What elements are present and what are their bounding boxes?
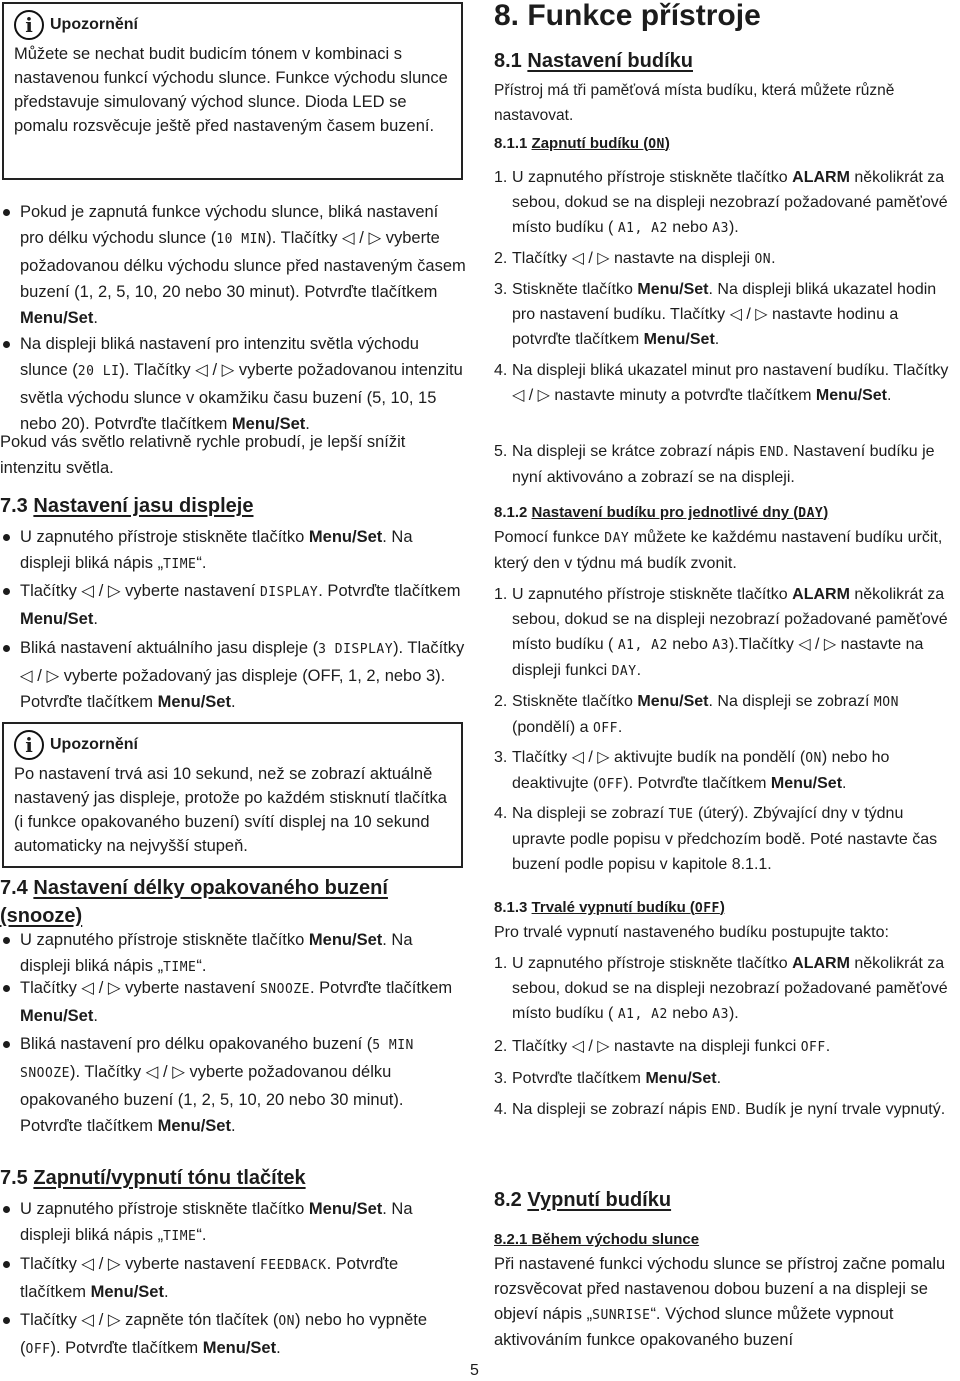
heading-8-1-2: 8.1.2 Nastavení budíku pro jednotlivé dny (DAY) [494, 504, 829, 521]
heading-8: 8. Funkce přístroje [494, 0, 761, 32]
note-title: Upozornění [50, 16, 138, 33]
bullet-7-4-1: U zapnutého přístroje stiskněte tlačítko Menu/Set. Na displeji bliká nápis „TIME“. [0, 927, 466, 981]
info-icon: i [14, 10, 44, 40]
bullet-7-5-1: U zapnutého přístroje stiskněte tlačítko Menu/Set. Na displeji bliká nápis „TIME“. [0, 1196, 466, 1250]
intro-8-1-3: Pro trvalé vypnutí nastaveného budíku postupujte takto: [494, 924, 889, 941]
info-icon: i [14, 730, 44, 760]
bullet-sunrise-intensity: Na displeji bliká nastavení pro intenzitu světla východu slunce (20 LI). Tlačítky ◁ / ▷ vyberte požadovanou intenzitu světla východu slunce v okamžiku času buzení (5, 10, 15 nebo 20). Potvrďte tlačítkem Menu/Set. [0, 331, 466, 437]
bullet-7-3-2: Tlačítky ◁ / ▷ vyberte nastavení DISPLAY. Potvrďte tlačítkem Menu/Set. [0, 578, 466, 632]
note-text: Po nastavení trvá asi 10 sekund, než se zobrazí aktuálně nastavený jas displeje, protože po každém stisknutí tlačítka (i funkce opakovaného buzení) svítí displej na 10 sekund automaticky na nejvyšší stupeň. [14, 765, 447, 855]
note-header [14, 728, 453, 762]
display-text: 20 LI [77, 364, 120, 379]
step-8-1-3-1: 1. U zapnutého přístroje stiskněte tlačítko ALARM několikrát za sebou, dokud se na displeji nezobrazí požadované paměťové místo budíku ( A1, A2 nebo A3). [494, 955, 948, 1022]
heading-8-2: 8.2 Vypnutí budíku [494, 1189, 672, 1211]
step-8-1-2-3: 3. Tlačítky ◁ / ▷ aktivujte budík na pondělí (ON) nebo ho deaktivujte (OFF). Potvrďte tlačítkem Menu/Set. [494, 749, 890, 792]
intro-8-1: Přístroj má tři paměťová místa budíku, která můžete různě nastavovat. [494, 82, 895, 124]
heading-8-1-1: 8.1.1 Zapnutí budíku (ON) [494, 135, 670, 152]
page-number: 5 [470, 1362, 479, 1379]
bullet-7-4-3: Bliká nastavení pro délku opakovaného buzení (5 MIN SNOOZE). Tlačítky ◁ / ▷ vyberte požadovanou délku opakovaného buzení (1, 2, 5, 10, 20 nebo 30 minut). Potvrďte tlačítkem Menu/Set. [0, 1031, 466, 1139]
step-8-1-1-5: 5. Na displeji se krátce zobrazí nápis END. Nastavení budíku je nyní aktivováno a zobrazí se na displeji. [494, 443, 935, 486]
heading-7-4: 7.4 Nastavení délky opakovaného buzení (snooze) [0, 877, 388, 927]
heading-7-3: 7.3 Nastavení jasu displeje [0, 495, 254, 517]
bullet-7-3-1: U zapnutého přístroje stiskněte tlačítko Menu/Set. Na displeji bliká nápis „TIME“. [0, 524, 466, 578]
bullet-7-5-3: Tlačítky ◁ / ▷ zapněte tón tlačítek (ON) nebo ho vypněte (OFF). Potvrďte tlačítkem Menu/Set. [0, 1307, 466, 1363]
step-8-1-3-2: 2. Tlačítky ◁ / ▷ nastavte na displeji funkci OFF. [494, 1038, 831, 1055]
step-8-1-1-2: 2. Tlačítky ◁ / ▷ nastavte na displeji ON. [494, 250, 776, 267]
text-8-2-1: Při nastavené funkci východu slunce se přístroj začne pomalu rozsvěcovat před nastavenou dobou buzení a na displeji se objeví nápis „SUNRISE“. Východ slunce můžete vypnout aktivováním funkce opakovaného buzení [494, 1255, 946, 1349]
heading-8-1-3: 8.1.3 Trvalé vypnutí budíku (OFF) [494, 899, 725, 916]
step-8-1-3-3: 3. Potvrďte tlačítkem Menu/Set. [494, 1070, 722, 1087]
note-box-2 [2, 722, 463, 868]
note-header [14, 8, 453, 42]
heading-8-1: 8.1 Nastavení budíku [494, 50, 693, 72]
heading-7-5: 7.5 Zapnutí/vypnutí tónu tlačítek [0, 1167, 306, 1189]
step-8-1-3-4: 4. Na displeji se zobrazí nápis END. Budík je nyní trvale vypnutý. [494, 1101, 946, 1118]
step-8-1-2-1: 1. U zapnutého přístroje stiskněte tlačítko ALARM několikrát za sebou, dokud se na displeji nezobrazí požadované paměťové místo budíku ( A1, A2 nebo A3).Tlačítky ◁ / ▷ nastavte na displeji funkci DAY. [494, 586, 948, 679]
bullet-sunrise-length: Pokud je zapnutá funkce východu slunce, bliká nastavení pro délku východu slunce (10 MIN). Tlačítky ◁ / ▷ vyberte požadovanou délku východu slunce před nastaveným časem buzení (1, 2, 5, 10, 20 nebo 30 minut). Potvrďte tlačítkem Menu/Set. [0, 199, 466, 331]
step-8-1-1-4: 4. Na displeji bliká ukazatel minut pro nastavení budíku. Tlačítky ◁ / ▷ nastavte minuty a potvrďte tlačítkem Menu/Set. [494, 362, 949, 404]
step-8-1-1-3: 3. Stiskněte tlačítko Menu/Set. Na displeji bliká ukazatel hodin pro nastavení budíku. Tlačítky ◁ / ▷ nastavte hodinu a potvrďte tlačítkem Menu/Set. [494, 281, 937, 348]
bullet-7-3-3: Bliká nastavení aktuálního jasu displeje (3 DISPLAY). Tlačítky ◁ / ▷ vyberte požadovaný jas displeje (OFF, 1, 2, nebo 3). Potvrďte tlačítkem Menu/Set. [0, 635, 466, 715]
note-title: Upozornění [50, 736, 138, 753]
step-8-1-2-4: 4. Na displeji se zobrazí TUE (úterý). Zbývající dny v týdnu upravte podle popisu v předchozím bodě. Poté nastavte čas buzení podle popisu v kapitole 8.1.1. [494, 805, 938, 873]
note-box-1 [2, 2, 463, 180]
note-text: Můžete se nechat budit budicím tónem v kombinaci s nastavenou funkcí východu slunce. Funkce východu slunce představuje simulovaný východ slunce. Dioda LED se pomalu rozsvěcuje ještě před nastaveným časem buzení. [14, 45, 448, 135]
intensity-note: Pokud vás světlo relativně rychle probudí, je lepší snížit intenzitu světla. [0, 433, 406, 477]
step-8-1-1-1: 1. U zapnutého přístroje stiskněte tlačítko ALARM několikrát za sebou, dokud se na displeji nezobrazí požadované paměťové místo budíku ( A1, A2 nebo A3). [494, 169, 948, 236]
bullet-7-5-2: Tlačítky ◁ / ▷ vyberte nastavení FEEDBACK. Potvrďte tlačítkem Menu/Set. [0, 1251, 466, 1305]
heading-8-2-1: 8.2.1 Během východu slunce [494, 1231, 700, 1248]
bullet-7-4-2: Tlačítky ◁ / ▷ vyberte nastavení SNOOZE. Potvrďte tlačítkem Menu/Set. [0, 975, 466, 1029]
step-8-1-2-2: 2. Stiskněte tlačítko Menu/Set. Na displeji se zobrazí MON (pondělí) a OFF. [494, 693, 899, 736]
display-text: 10 MIN [216, 232, 267, 247]
intro-8-1-2: Pomocí funkce DAY můžete ke každému nastavení budíku určit, který den v týdnu má budík zvonit. [494, 529, 943, 572]
